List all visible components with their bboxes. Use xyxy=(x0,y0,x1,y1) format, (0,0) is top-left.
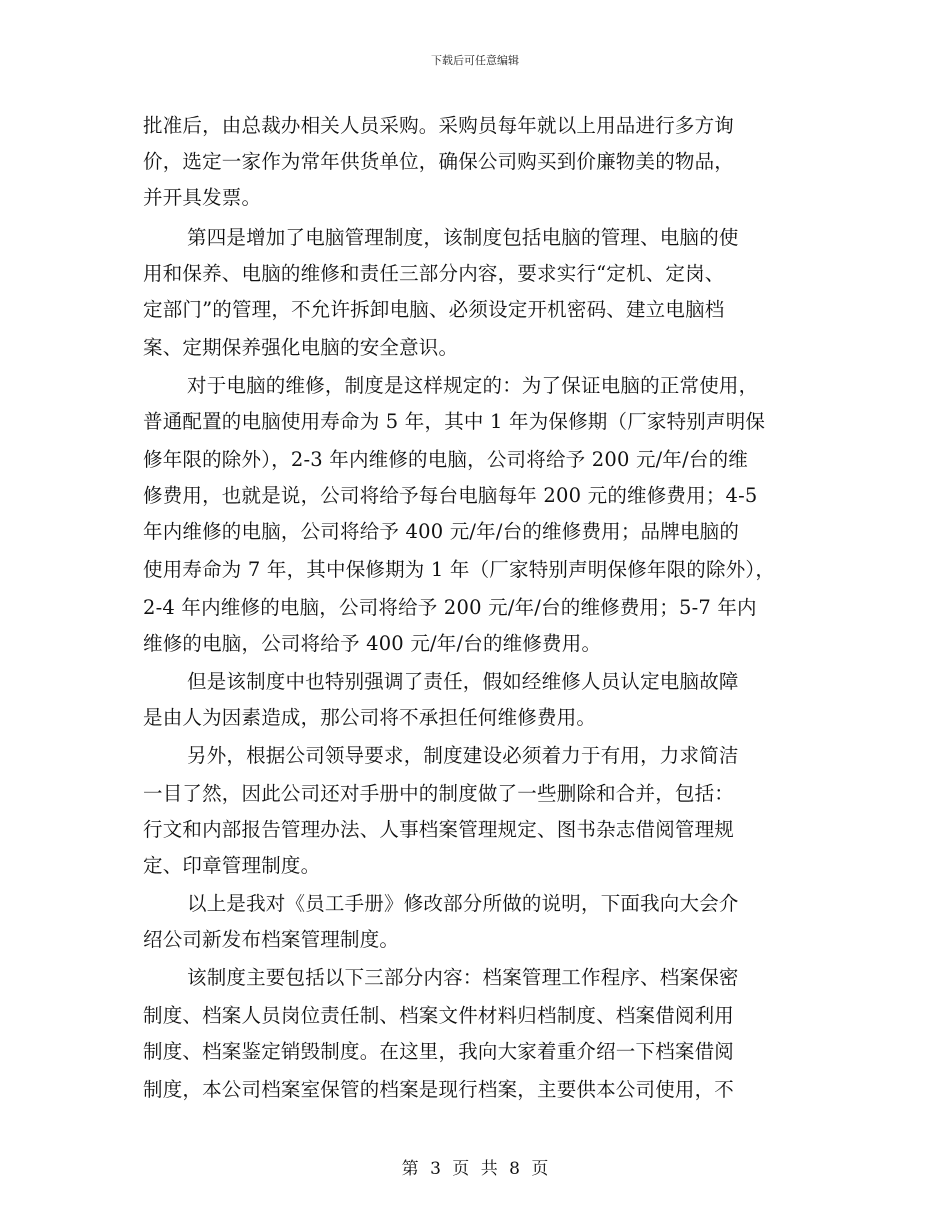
text-line: 定部门”的管理，不允许拆卸电脑、必须设定开机密码、建立电脑档 xyxy=(143,298,725,321)
text-line: 案、定期保养强化电脑的安全意识。 xyxy=(143,336,459,359)
text-line: 修费用，也就是说，公司将给予每台电脑每年 200 元的维修费用；4-5 xyxy=(143,484,758,507)
text-line: 价，选定一家作为常年供货单位，确保公司购买到价廉物美的物品， xyxy=(143,150,735,173)
text-line: 修年限的除外），2-3 年内维修的电脑，公司将给予 200 元/年/台的维 xyxy=(143,448,749,471)
text-line: 批准后，由总裁办相关人员采购。采购员每年就以上用品进行多方询 xyxy=(143,114,735,137)
page-footer: 第 3 页 共 8 页 xyxy=(401,1159,549,1179)
text-line: 使用寿命为 7 年，其中保修期为 1 年（厂家特别声明保修年限的除外）， xyxy=(143,558,776,581)
text-line: 该制度主要包括以下三部分内容：档案管理工作程序、档案保密 xyxy=(187,966,739,989)
text-line: 是由人为因素造成，那公司将不承担任何维修费用。 xyxy=(143,706,597,729)
text-line: 普通配置的电脑使用寿命为 5 年，其中 1 年为保修期（厂家特别声明保 xyxy=(143,410,766,433)
text-line: 行文和内部报告管理办法、人事档案管理规定、图书杂志借阅管理规 xyxy=(143,818,735,841)
text-line: 制度、档案人员岗位责任制、档案文件材料归档制度、档案借阅利用 xyxy=(143,1004,735,1027)
text-line: 对于电脑的维修，制度是这样规定的：为了保证电脑的正常使用， xyxy=(187,374,759,397)
text-line: 另外，根据公司领导要求，制度建设必须着力于有用，力求简洁 xyxy=(187,744,739,767)
text-line: 用和保养、电脑的维修和责任三部分内容，要求实行“定机、定岗、 xyxy=(143,262,725,285)
text-line: 2-4 年内维修的电脑，公司将给予 200 元/年/台的维修费用；5-7 年内 xyxy=(143,596,757,619)
text-line: 年内维修的电脑，公司将给予 400 元/年/台的维修费用；品牌电脑的 xyxy=(143,520,740,543)
page-header: 下载后可任意编辑 xyxy=(431,54,519,67)
text-line: 维修的电脑，公司将给予 400 元/年/台的维修费用。 xyxy=(143,632,602,655)
text-line: 制度，本公司档案室保管的档案是现行档案，主要供本公司使用，不 xyxy=(143,1078,735,1101)
text-line: 制度、档案鉴定销毁制度。在这里，我向大家着重介绍一下档案借阅 xyxy=(143,1040,735,1063)
text-line: 第四是增加了电脑管理制度，该制度包括电脑的管理、电脑的使 xyxy=(187,226,739,249)
text-line: 但是该制度中也特别强调了责任，假如经维修人员认定电脑故障 xyxy=(187,670,739,693)
text-line: 以上是我对《员工手册》修改部分所做的说明，下面我向大会介 xyxy=(187,892,739,915)
text-line: 一目了然，因此公司还对手册中的制度做了一些删除和合并，包括： xyxy=(143,782,735,805)
text-line: 定、印章管理制度。 xyxy=(143,854,321,877)
text-line: 绍公司新发布档案管理制度。 xyxy=(143,928,400,951)
text-line: 并开具发票。 xyxy=(143,186,262,209)
